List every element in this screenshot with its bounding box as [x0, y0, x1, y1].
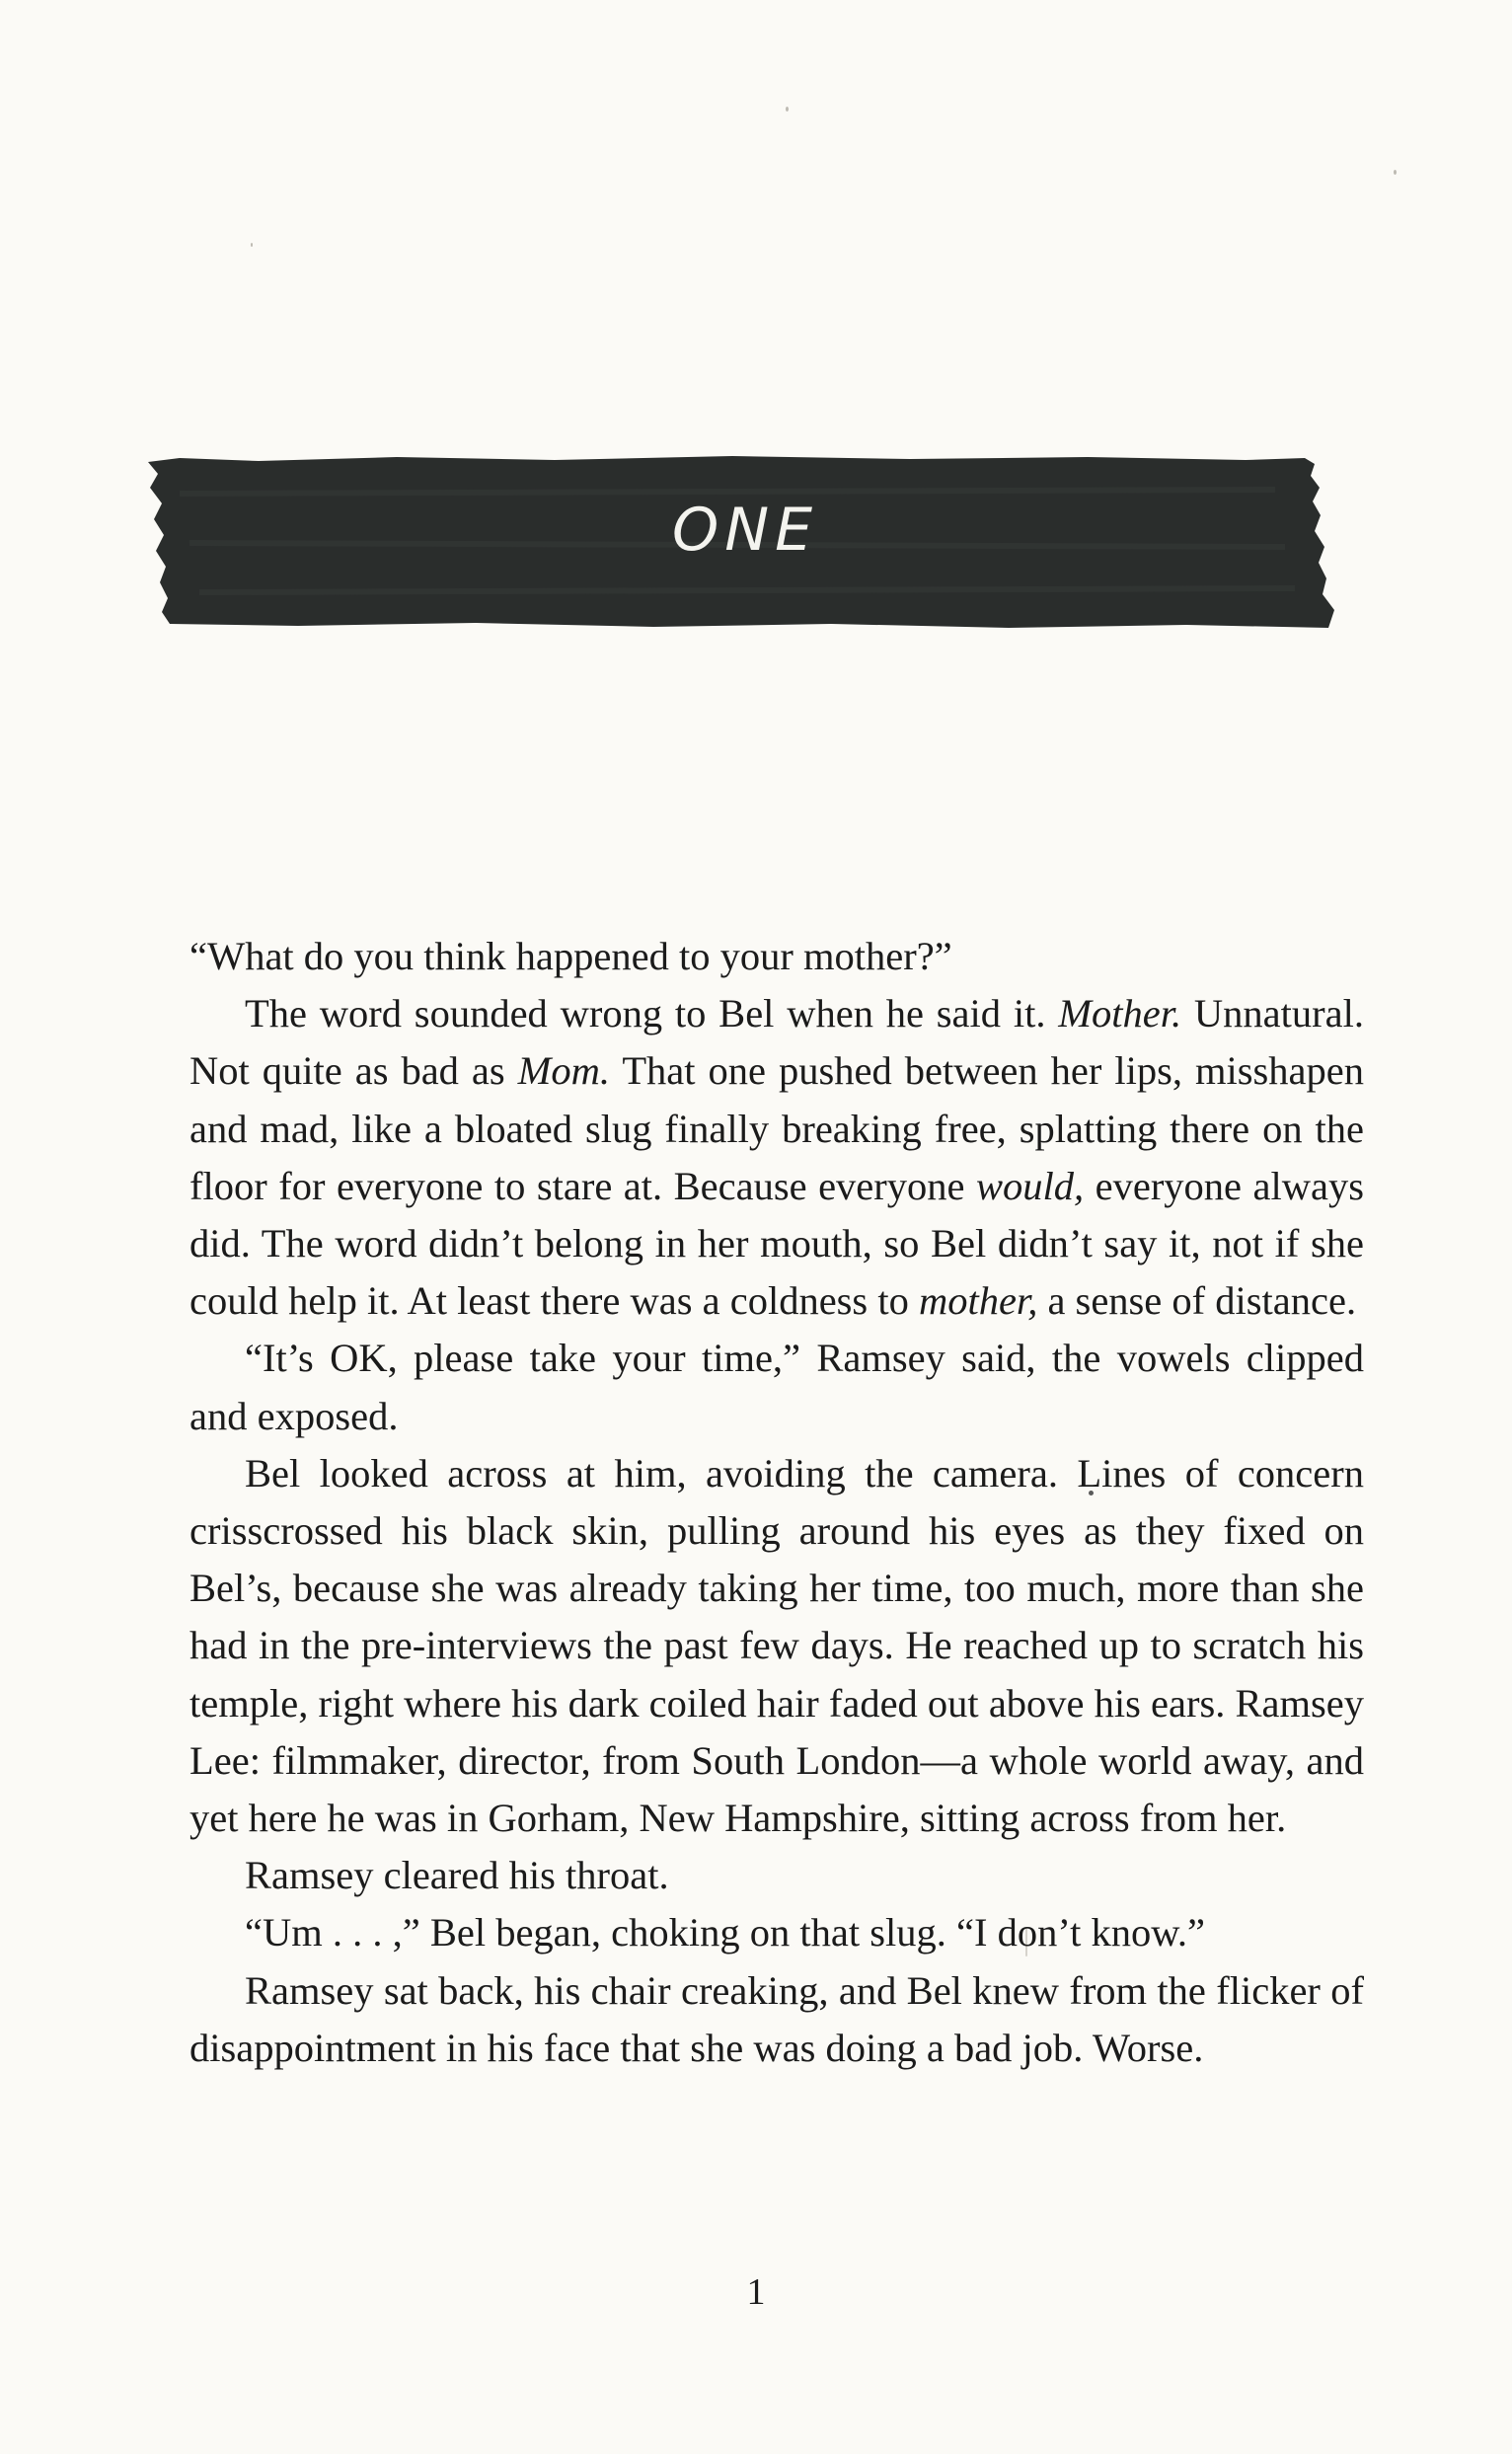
text-run: Bel looked across at him, avoiding the camera. Lines of concern crisscrossed his black skin, pulling around his eyes as they fixed on Bel’s, because she was already taking her time, too much, more than she had in the pre-interviews the past few days. He reached up to scratch his temple, right where his dark coiled hair faded out above his ears. Ramsey Lee: filmmaker, director, from South London—a whole world away, and yet here he was in Gorham, New Hampshire, sitting across from her. — [189, 1450, 1364, 1841]
text-run: That one pushed between her lips, misshapen and mad, like a bloated slug finally breaking free, splatting there on the floor for everyone to stare at. Because everyone — [189, 1048, 1364, 1208]
page-number: 1 — [746, 2271, 766, 2313]
text-run: The word sounded wrong to Bel when he said it. — [245, 991, 1059, 1036]
paragraph — [189, 1445, 1364, 1847]
chapter-title: ONE — [671, 496, 819, 565]
emphasized-text: Mother. — [1058, 991, 1182, 1036]
text-run: Unnatural. Not quite as bad as — [189, 991, 1364, 1094]
text-run: everyone always did. The word didn’t belong in her mouth, so Bel didn’t say it, not if she could help it. At least there was a coldness to — [189, 1163, 1364, 1324]
emphasized-text: Mom. — [517, 1048, 611, 1094]
text-run: “It’s OK, please take your time,” Ramsey said, the vowels clipped and exposed. — [189, 1336, 1364, 1438]
chapter-heading-tape — [140, 454, 1350, 632]
emphasized-text: mother, — [918, 1278, 1038, 1324]
paragraph — [189, 1962, 1364, 2077]
paragraph — [189, 1847, 1364, 1904]
paragraph — [189, 1904, 1364, 1961]
emphasized-text: would, — [975, 1163, 1085, 1208]
text-run: Ramsey sat back, his chair creaking, and Bel knew from the flicker of disappointment in his face that she was doing a bad job. Worse. — [189, 1967, 1364, 2070]
scan-speck — [786, 107, 789, 112]
scan-speck — [251, 243, 253, 247]
text-run: Ramsey cleared his throat. — [245, 1853, 669, 1898]
text-run: “Um . . . ,” Bel began, choking on that slug. “I don’t know.” — [245, 1910, 1205, 1956]
paragraph — [189, 928, 1364, 985]
text-run: “What do you think happened to your mother?” — [189, 934, 952, 978]
paragraph — [189, 985, 1364, 1330]
paragraph — [189, 1330, 1364, 1444]
text-run: a sense of distance. — [1037, 1278, 1357, 1324]
scan-speck — [1394, 170, 1397, 175]
body-text — [189, 928, 1364, 2077]
